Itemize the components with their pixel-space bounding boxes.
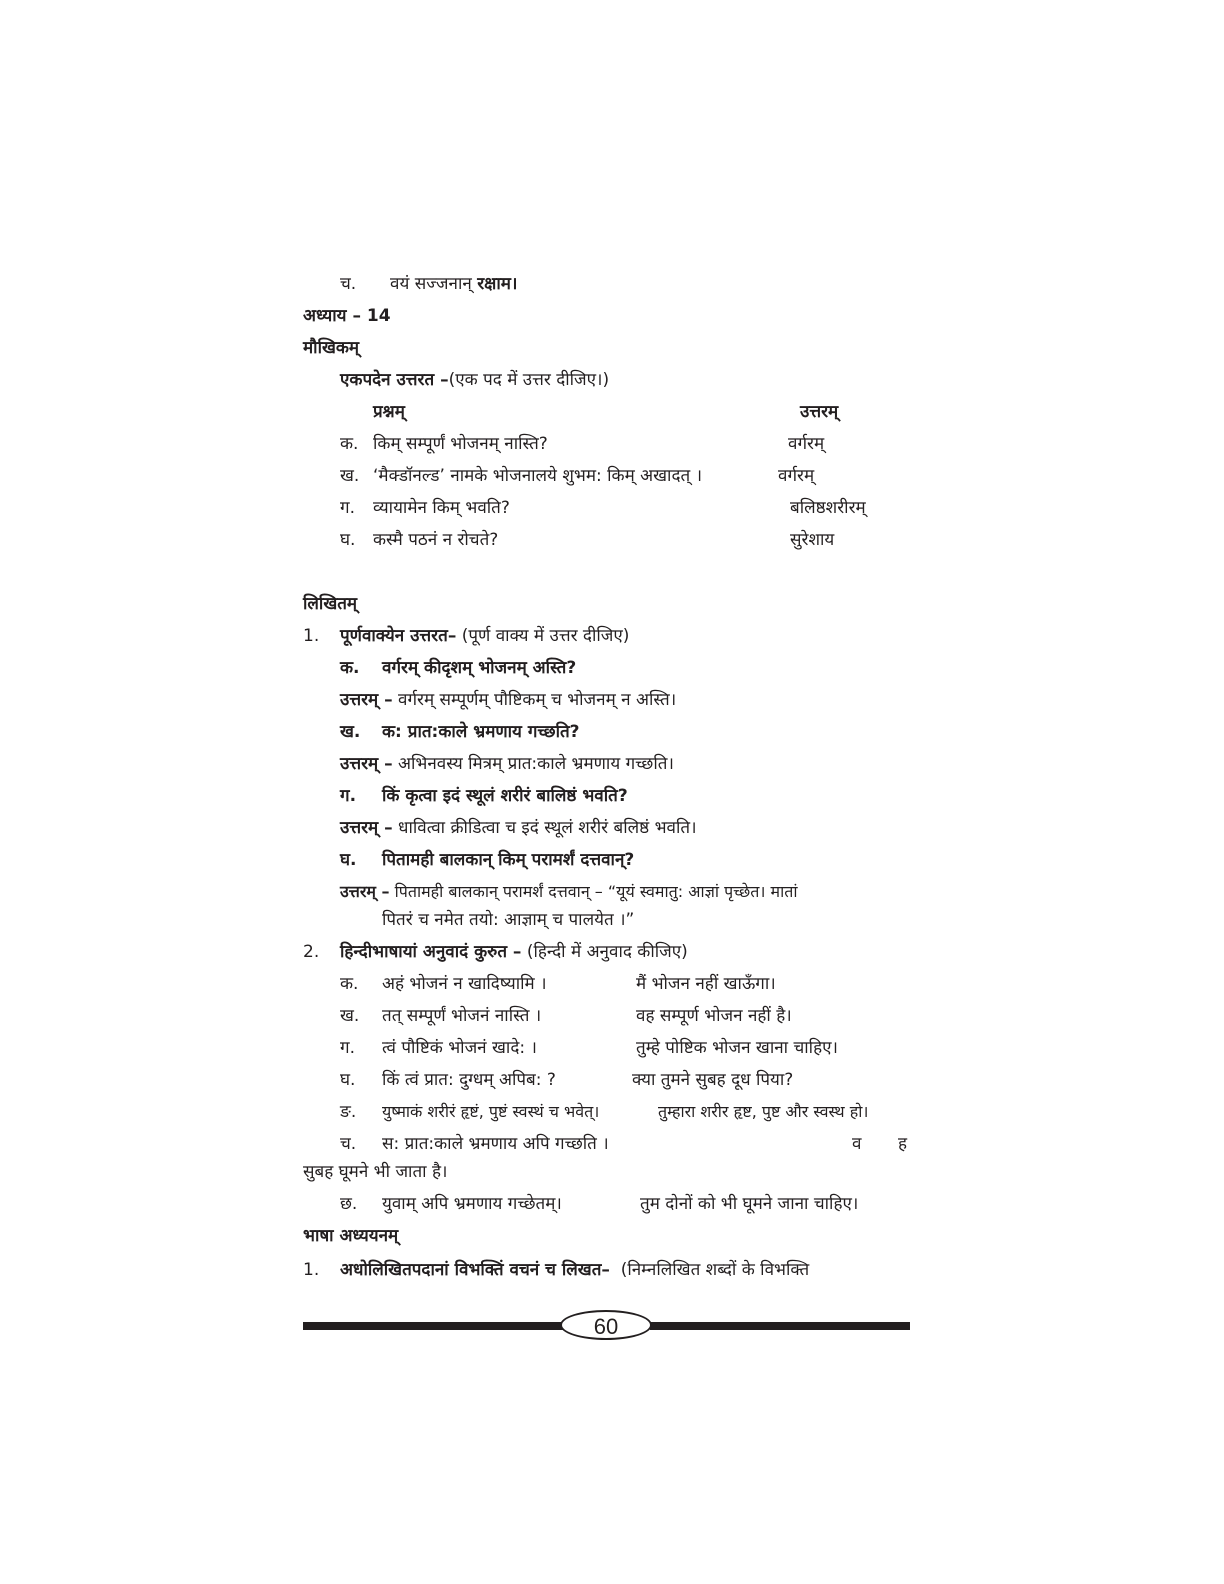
q1-marker: क. bbox=[340, 658, 360, 678]
prev-item-text: वयं सज्जनान् रक्षाम। bbox=[390, 274, 518, 294]
language-q1-number: 1. bbox=[303, 1260, 320, 1280]
q1-question: क: प्रात:काले भ्रमणाय गच्छति? bbox=[382, 722, 580, 742]
q2-hindi: वह सम्पूर्ण भोजन नहीं है। bbox=[636, 1006, 792, 1026]
q2-sanskrit: युवाम् अपि भ्रमणाय गच्छेतम्। bbox=[382, 1194, 562, 1214]
q1-marker: घ. bbox=[340, 850, 357, 870]
q1-question: वर्गरम् कीदृशम् भोजनम् अस्ति? bbox=[382, 658, 577, 678]
oral-heading: मौखिकम् bbox=[303, 338, 360, 358]
oral-question: ‘मैक्डॉनल्ड’ नामके भोजनालये शुभम: किम् अखादत् । bbox=[373, 466, 703, 486]
oral-question: किम् सम्पूर्णं भोजनम् नास्ति? bbox=[373, 434, 548, 454]
oral-marker: घ. bbox=[340, 530, 356, 550]
oral-answer: वर्गरम् bbox=[788, 434, 825, 454]
oral-marker: ग. bbox=[340, 498, 355, 518]
written-heading: लिखितम् bbox=[303, 594, 358, 614]
q2-marker: ङ. bbox=[340, 1102, 357, 1122]
language-q1-title: अधोलिखितपदानां विभक्तिं वचनं च लिखत– (निम्नलिखित शब्दों के विभक्ति bbox=[340, 1260, 810, 1280]
q1-answer: उत्तरम् – धावित्वा क्रीडित्वा च इदं स्थूलं शरीरं बलिष्ठं भवति। bbox=[340, 818, 697, 838]
footer-rule-right bbox=[650, 1322, 910, 1330]
q2-hindi-part: ह bbox=[898, 1134, 908, 1154]
page-number: 60 bbox=[560, 1310, 652, 1340]
q2-hindi: मैं भोजन नहीं खाऊँगा। bbox=[636, 974, 776, 994]
q2-marker: क. bbox=[340, 974, 359, 994]
q1-marker: ग. bbox=[340, 786, 357, 806]
q2-sanskrit: अहं भोजनं न खादिष्यामि । bbox=[382, 974, 547, 994]
language-heading: भाषा अध्ययनम् bbox=[303, 1226, 399, 1246]
oral-marker: ख. bbox=[340, 466, 360, 486]
oral-question: व्यायामेन किम् भवति? bbox=[373, 498, 510, 518]
chapter-heading: अध्याय – 14 bbox=[303, 306, 391, 326]
q2-marker: च. bbox=[340, 1134, 357, 1154]
oral-question: कस्मै पठनं न रोचते? bbox=[373, 530, 499, 550]
oral-instruction: एकपदेन उत्तरत –(एक पद में उत्तर दीजिए।) bbox=[340, 370, 610, 390]
q2-hindi: तुम दोनों को भी घूमने जाना चाहिए। bbox=[640, 1194, 859, 1214]
q2-marker: घ. bbox=[340, 1070, 356, 1090]
q2-sanskrit: स: प्रात:काले भ्रमणाय अपि गच्छति । bbox=[382, 1134, 609, 1154]
q1-answer: उत्तरम् – अभिनवस्य मित्रम् प्रात:काले भ्रमणाय गच्छति। bbox=[340, 754, 674, 774]
q2-hindi: तुम्हारा शरीर हृष्ट, पुष्ट और स्वस्थ हो। bbox=[658, 1102, 869, 1121]
q2-marker: ख. bbox=[340, 1006, 360, 1026]
q1-answer-continued: पितरं च नमेत तयो: आज्ञाम् च पालयेत ।” bbox=[382, 910, 635, 930]
written-q1-title: पूर्णवाक्येन उत्तरत– (पूर्ण वाक्य में उत्तर दीजिए) bbox=[340, 626, 630, 646]
q1-question: पितामही बालकान् किम् परामर्शं दत्तवान्? bbox=[382, 850, 635, 870]
prev-item-marker: च. bbox=[340, 274, 357, 294]
written-q2-number: 2. bbox=[303, 942, 320, 962]
oral-answer: वर्गरम् bbox=[778, 466, 815, 486]
written-q2-title: हिन्दीभाषायां अनुवादं कुरुत – (हिन्दी में अनुवाद कीजिए) bbox=[340, 942, 688, 962]
q2-sanskrit: त्वं पौष्टिकं भोजनं खादे: । bbox=[382, 1038, 537, 1058]
q1-question: किं कृत्वा इदं स्थूलं शरीरं बालिष्ठं भवति? bbox=[382, 786, 628, 806]
q2-sanskrit: किं त्वं प्रात: दुग्धम् अपिब: ? bbox=[382, 1070, 556, 1090]
q1-answer: उत्तरम् – पितामही बालकान् परामर्शं दत्तवान् – “यूयं स्वमातु: आज्ञां पृच्छेत। मातां bbox=[340, 882, 798, 901]
q2-marker: छ. bbox=[340, 1194, 358, 1214]
q2-hindi: तुम्हे पोष्टिक भोजन खाना चाहिए। bbox=[636, 1038, 838, 1058]
q2-hindi: क्या तुमने सुबह दूध पिया? bbox=[632, 1070, 794, 1090]
q2-sanskrit: तत् सम्पूर्णं भोजनं नास्ति । bbox=[382, 1006, 542, 1026]
q1-marker: ख. bbox=[340, 722, 361, 742]
written-q1-number: 1. bbox=[303, 626, 320, 646]
q2-hindi-part: व bbox=[852, 1134, 862, 1154]
q1-answer: उत्तरम् – वर्गरम् सम्पूर्णम् पौष्टिकम् च भोजनम् न अस्ति। bbox=[340, 690, 677, 710]
oral-marker: क. bbox=[340, 434, 359, 454]
q2-marker: ग. bbox=[340, 1038, 355, 1058]
q2-sanskrit: युष्माकं शरीरं हृष्टं, पुष्टं स्वस्थं च भवेत्। bbox=[382, 1102, 600, 1121]
oral-answer: सुरेशाय bbox=[790, 530, 835, 550]
footer-rule-left bbox=[303, 1322, 565, 1330]
oral-answer: बलिष्ठशरीरम् bbox=[790, 498, 866, 518]
oral-col-question: प्रश्नम् bbox=[373, 402, 405, 422]
q2-hindi-continued: सुबह घूमने भी जाता है। bbox=[303, 1162, 448, 1182]
oral-col-answer: उत्तरम् bbox=[800, 402, 839, 422]
